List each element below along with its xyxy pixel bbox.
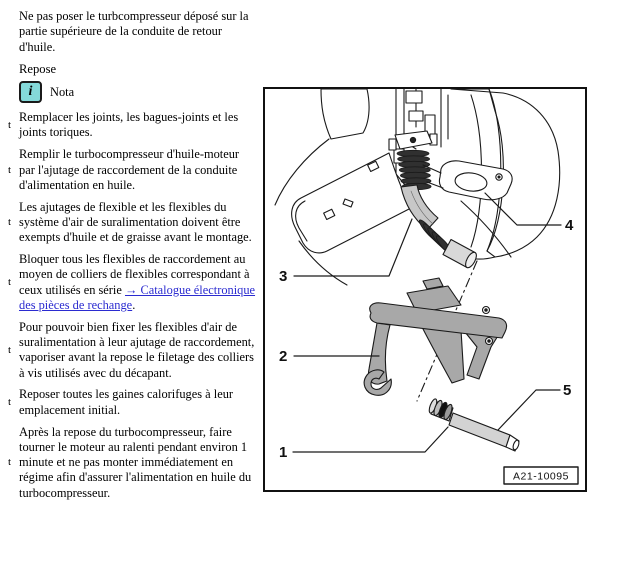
instruction-text: Après la repose du turbocompresseur, faire tourner le moteur au ralenti pendant environ 1 minute et ne pas monter immédiatement en régime afin d'assurer l'alimentation en huile du turbocompresseur. — [19, 424, 252, 500]
instruction-item — [8, 319, 256, 381]
pipe-fitting — [428, 398, 454, 421]
instruction-item — [8, 147, 256, 193]
note-header — [19, 81, 256, 103]
bullet-marker: t — [8, 276, 12, 288]
callout-3: 3 — [279, 268, 288, 285]
exploded-view-figure — [263, 87, 587, 492]
bullet-marker: t — [8, 163, 12, 176]
support-bracket — [364, 278, 506, 395]
instruction-text-tail: . — [132, 297, 136, 312]
bullet-marker: t — [8, 215, 12, 228]
instruction-text: Remplacer les joints, les bagues-joints et les joints toriques. — [19, 110, 239, 140]
bullet-marker: t — [8, 118, 12, 131]
instruction-text — [19, 252, 256, 313]
instruction-text: Pour pouvoir bien fixer les flexibles d'air de suralimentation à leur ajutage de raccordement, vaporiser avant la repose le filetage des colliers à vis utilisés avec du décapant. — [19, 319, 255, 380]
callout-5: 5 — [563, 382, 572, 399]
instruction-item — [8, 110, 256, 141]
callout-4: 4 — [565, 217, 574, 234]
instruction-item — [8, 387, 256, 418]
leader-1 — [293, 427, 448, 452]
bullet-marker: t — [8, 343, 12, 356]
figure-id: A21-10095 — [513, 470, 569, 483]
turbocharger-diagram — [265, 89, 585, 490]
info-icon: i — [19, 81, 42, 103]
bullet-marker: t — [8, 396, 12, 409]
callout-1: 1 — [279, 444, 288, 461]
instruction-item — [8, 424, 256, 501]
instruction-text-lead: Bloquer tous les flexibles de raccordement au moyen de colliers de flexibles correspondant à ceux utilisés en série — [19, 252, 250, 297]
intro-paragraph: Ne pas poser le turbcompresseur déposé sur la partie supérieure de la conduite de retour d'huile. — [19, 9, 249, 54]
section-heading: Repose — [19, 61, 57, 76]
instruction-text: Remplir le turbocompresseur d'huile-moteur par l'ajutage de raccordement de la conduite d'alimentation en huile. — [19, 147, 240, 192]
parts-catalogue-link[interactable]: → Catalogue électronique des pièces de rechange — [19, 282, 256, 312]
oil-pipe — [449, 413, 510, 447]
instruction-text-column — [8, 9, 256, 508]
instruction-text: Les ajutages de flexible et les flexibles du système d'air de suralimentation doivent être exempts d'huile et de graisse avant le montage. — [19, 199, 252, 245]
instruction-text: Reposer toutes les gaines calorifuges à leur emplacement initial. — [19, 387, 234, 417]
instruction-item — [8, 199, 256, 246]
instruction-item — [8, 252, 256, 313]
bullet-marker: t — [8, 456, 12, 469]
callout-2: 2 — [279, 348, 288, 365]
leader-5 — [498, 390, 560, 430]
note-label: Nota — [50, 84, 75, 99]
